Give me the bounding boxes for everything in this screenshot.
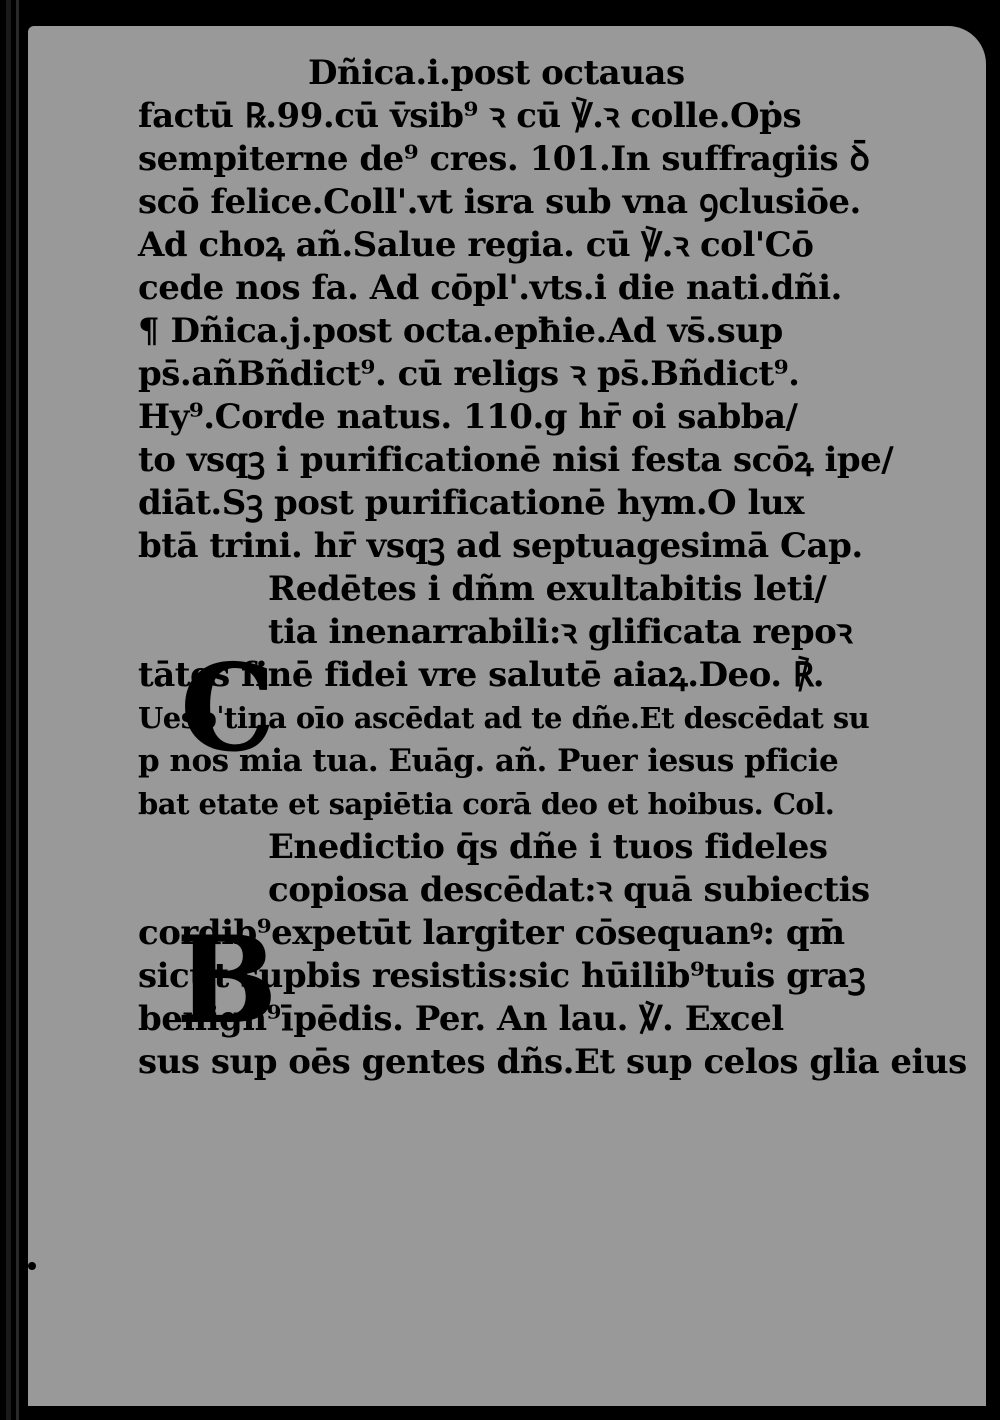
text-line-22: sicut supbis resistis:sic hūilib⁹tuis graꝫ: [138, 956, 866, 996]
binding-edge: [6, 0, 11, 1420]
text-line-20: copiosa descēdat:ꝛ quā subiectis: [268, 870, 870, 910]
drop-cap-c: C: [180, 638, 276, 779]
text-line-16: Uespˈtina oīo ascēdat ad te dñe.Et descēdat su: [138, 701, 870, 735]
text-line-11: diāt.Sꝫ post purificationē hym.O lux: [138, 483, 804, 523]
text-line-4: scō felice.Coll'.vt isra sub vna ꝯclusiōe.: [138, 182, 861, 222]
text-line-3: sempiterne de⁹ cres. 101.In suffragiis ꝺ̄: [138, 139, 870, 179]
text-line-12: btā trini. hr̄ vsqꝫ ad septuagesimā Cap.: [138, 526, 863, 566]
text-line-19: Enedictio q̄s dñe i tuos fideles: [268, 827, 828, 867]
text-line-10: to vsqꝫ i purificationē nisi festa scōꝝ ipe/: [138, 440, 894, 480]
text-line-23: benign⁹īpēdis. Per. An lau. ℣. Excel: [138, 999, 784, 1039]
text-line-13: Redētes i dñm exultabitis leti/: [268, 569, 827, 609]
text-line-7: ¶ Dñica.j.post octa.epħie.Ad vs̄.sup: [138, 311, 783, 351]
ink-speck: [28, 1262, 36, 1270]
text-line-14: tia inenarrabili:ꝛ glificata repoꝛ: [268, 612, 852, 652]
drop-cap-b: B: [176, 910, 278, 1051]
text-line-2: factū ℞.99.cū v̄sib⁹ ꝛ cū ℣.ꝛ colle.Oṗs: [138, 96, 802, 136]
text-line-21: cordib⁹expetūt largiter cōsequanꝰ: qm̄: [138, 913, 845, 953]
book-page: [28, 26, 986, 1406]
text-line-1: Dñica.i.post octauas: [308, 53, 685, 93]
text-line-18: bat etate et sapiētia corā deo et hoibus. Col.: [138, 787, 835, 821]
text-line-9: Hy⁹.Corde natus. 110.g hr̄ oi sabba/: [138, 397, 798, 437]
text-line-17: p nos mia tua. Euāg. añ. Puer iesus pficie: [138, 743, 839, 779]
text-line-5: Ad choꝝ añ.Salue regia. cū ℣.ꝛ col'Cō: [138, 225, 814, 265]
text-line-8: ps̄.añBñdict⁹. cū religs ꝛ ps̄.Bñdict⁹.: [138, 354, 800, 394]
text-line-24: sus sup oēs gentes dñs.Et sup celos glia eius: [138, 1042, 967, 1082]
binding-edge-inner: [16, 0, 19, 1420]
text-line-6: cede nos fa. Ad cōpl'.vts.i die nati.dñi.: [138, 268, 842, 308]
text-line-15: tātes finē fidei vre salutē aiaꝝ.Deo. ℟.: [138, 655, 825, 695]
